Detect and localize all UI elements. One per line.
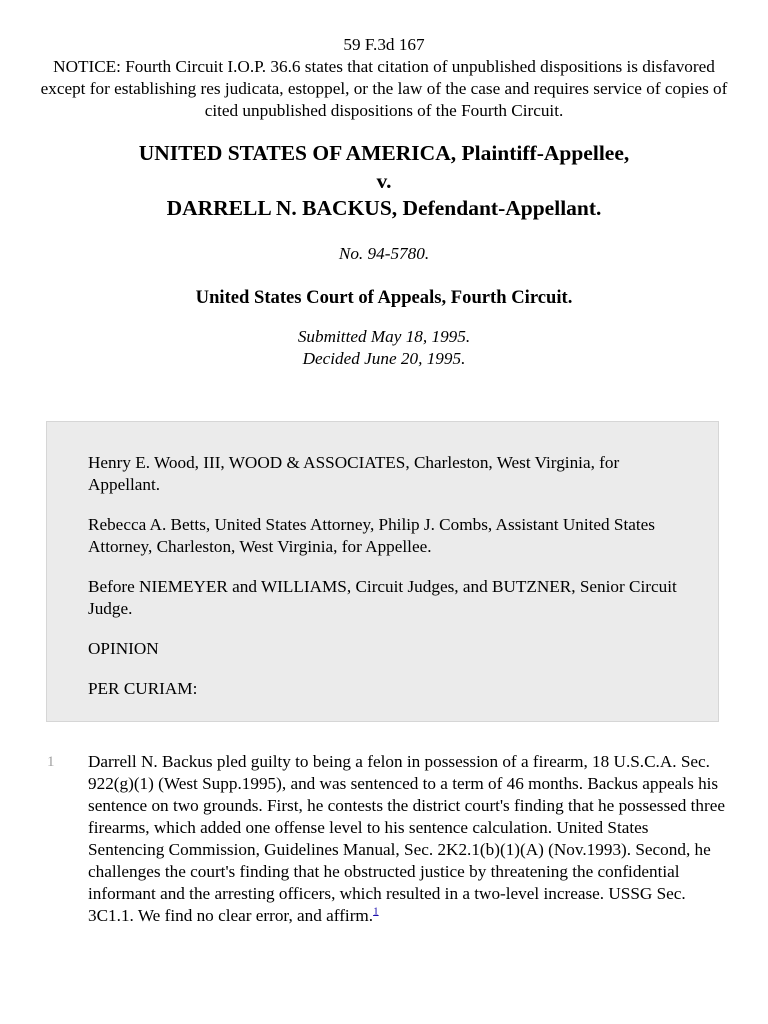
case-dates	[0, 326, 768, 370]
paragraph-number: 1	[47, 754, 55, 770]
decided-date: Decided June 20, 1995.	[302, 348, 466, 368]
counsel-box-content	[88, 452, 678, 718]
per-curiam-label: PER CURIAM:	[88, 679, 198, 698]
paragraph-text: Darrell N. Backus pled guilty to being a felon in possession of a firearm, 18 U.S.C.A. Sec. 922(g)(1) (West Supp.1995), and was sentenced to a term of 46 months. Backus appeals his sentence on two grounds. First, he contests the district court's finding that he possessed three firearms, which added one offense level to his sentence calculation. United States Sentencing Commission, Guidelines Manual, Sec. 2K2.1(b)(1)(A) (Nov.1993). Second, he challenges the court's finding that he obstructed justice by threatening the confidential informant and the arresting officers, which resulted in a two-level increase. USSG Sec. 3C1.1. We find no clear error, and affirm.	[88, 752, 726, 925]
appellant-counsel: Henry E. Wood, III, WOOD & ASSOCIATES, Charleston, West Virginia, for Appellant.	[88, 453, 620, 494]
court-name: United States Court of Appeals, Fourth Circuit.	[195, 286, 573, 308]
footnote-link[interactable]: 1	[373, 905, 379, 918]
case-citation: 59 F.3d 167	[343, 35, 425, 54]
document-header	[0, 0, 768, 122]
opinion-label: OPINION	[88, 639, 159, 658]
counsel-box	[46, 421, 719, 722]
paragraph-text-block	[88, 751, 728, 927]
versus-line: v.	[376, 168, 392, 193]
submitted-date: Submitted May 18, 1995.	[297, 326, 471, 346]
plaintiff-line: UNITED STATES OF AMERICA, Plaintiff-Appellee,	[138, 141, 630, 165]
judicial-panel: Before NIEMEYER and WILLIAMS, Circuit Judges, and BUTZNER, Senior Circuit Judge.	[88, 577, 677, 618]
docket-number: No. 94-5780.	[338, 243, 430, 263]
defendant-line: DARRELL N. BACKUS, Defendant-Appellant.	[166, 196, 602, 220]
appellee-counsel: Rebecca A. Betts, United States Attorney, Philip J. Combs, Assistant United States Attorney, Charleston, West Virginia, for Appellee.	[88, 515, 655, 556]
unpublished-notice: NOTICE: Fourth Circuit I.O.P. 36.6 states that citation of unpublished dispositions is disfavored except for establishing res judicata, estoppel, or the law of the case and requires service of copies of cited unpublished dispositions of the Fourth Circuit.	[40, 57, 728, 120]
case-caption	[0, 140, 768, 223]
